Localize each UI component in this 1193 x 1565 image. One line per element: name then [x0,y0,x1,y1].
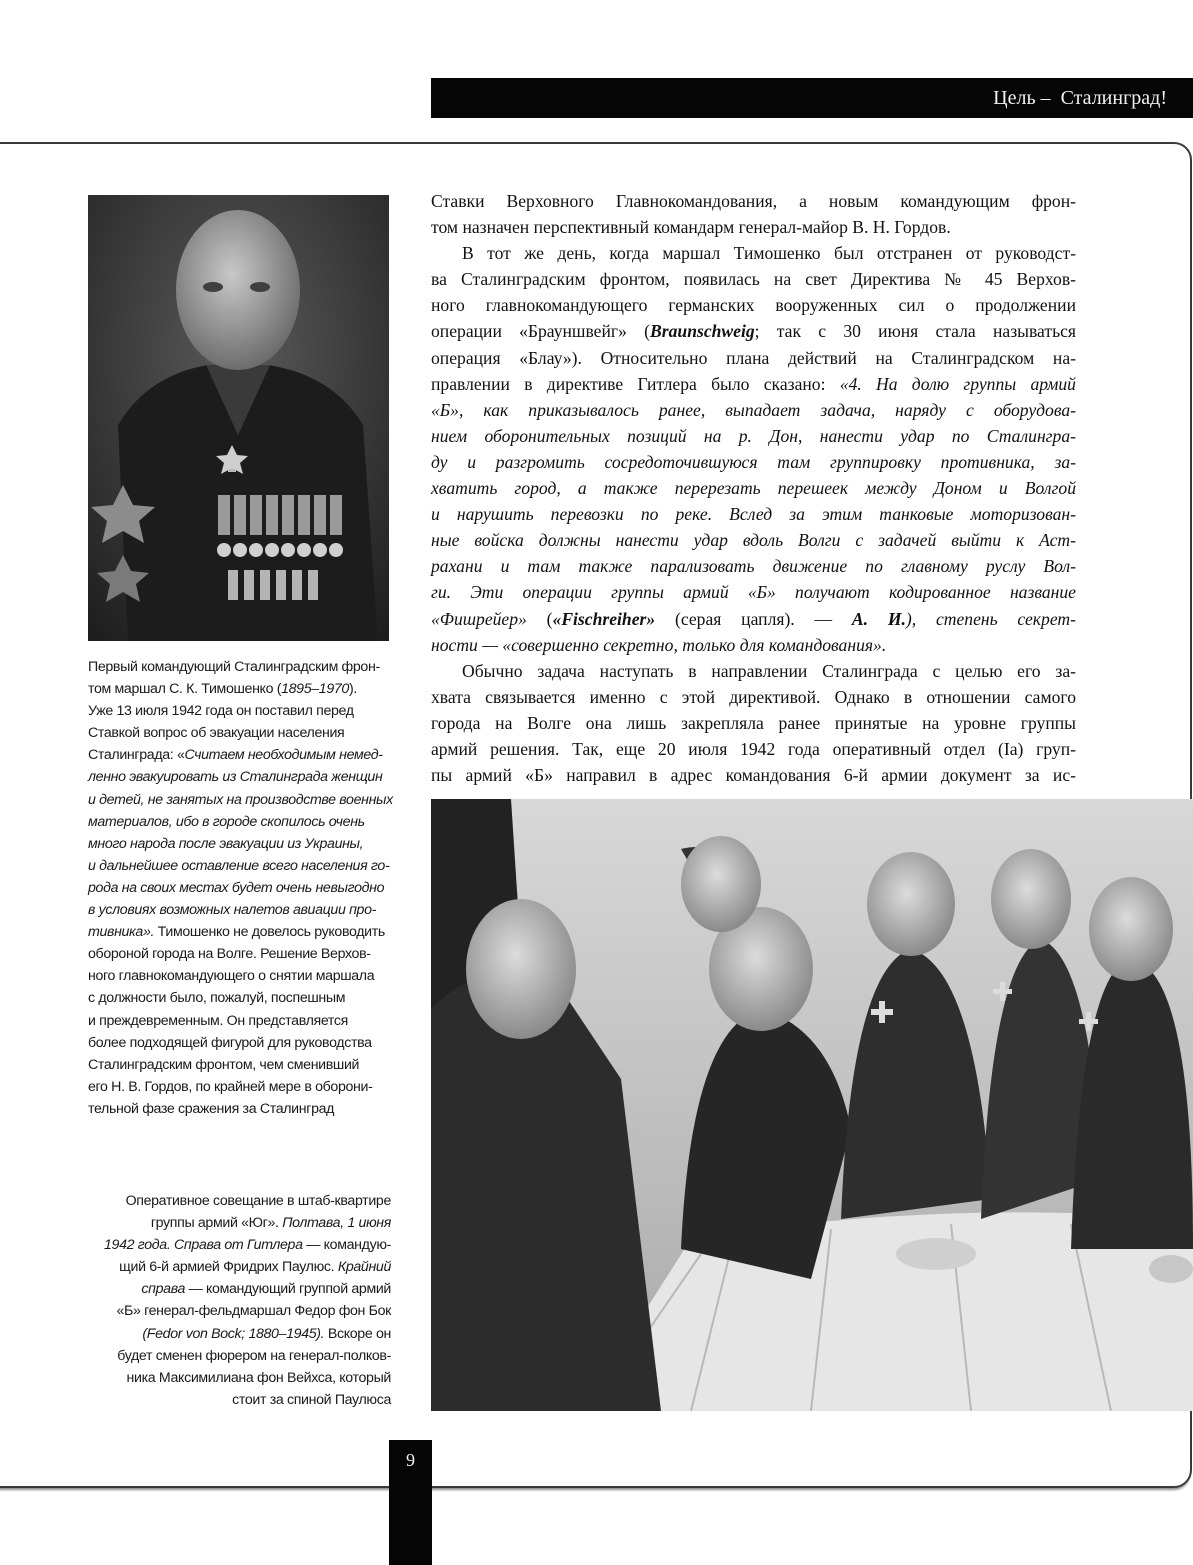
text-line: пы армий «Б» направил в адрес командования 6-й армии документ за ис- [431,765,1076,786]
text-line: ного главнокомандующего германских вооруженных сил о продолжении [431,295,1076,316]
text-line: ду и разгромить сосредоточившуюся там группировку противника, за- [431,451,1076,472]
portrait-photo [88,195,389,641]
text-line: ва Сталинградским фронтом, появилась на свет Директива № 45 Верхов- [431,269,1076,290]
text-line: В тот же день, когда маршал Тимошенко был отстранен от руководст- [462,243,1076,264]
text-line: «Фишрейер» («Fischreiher» (серая цапля). — А. И.), степень секрет- [431,608,1076,629]
text-line: нием оборонительных позиций на р. Дон, нанести удар по Сталингра- [431,425,1076,446]
text-line: хватить город, а также перерезать перешеек между Доном и Волгой [431,478,1076,499]
text-line: Обычно задача наступать в направлении Сталинграда с целью его за- [462,660,1076,681]
text-line: ные войска должны нанести удар вдоль Волги с задачей выйти к Аст- [431,530,1076,551]
meeting-photo [431,799,1193,1411]
text-line: операция «Блау»). Относительно плана действий на Сталинградском на- [431,347,1076,368]
text-line: правлении в директиве Гитлера было сказано: «4. На долю группы армий [431,373,1076,394]
text-line: рахани и там также парализовать движение по главному руслу Вол- [431,556,1076,577]
text-line: том назначен перспективный командарм генерал-майор В. Н. Гордов. [431,217,951,238]
text-line: «Б», как приказывалось ранее, выпадает задача, наряду с оборудова- [431,399,1076,420]
text-line: ности — «совершенно секретно, только для командования». [431,634,887,655]
portrait-caption: Первый командующий Сталинградским фрон- том маршал С. К. Тимошенко (1895–1970). Уже 13 июля 1942 года он поставил перед Ставкой вопрос об эвакуации населения Сталинграда: «Считаем необходимым немед- ленно эвакуировать из Сталинграда женщин и детей, не занятых на производстве военных материалов, ибо в городе скопилось очень много народа после эвакуации из Украины, и дальнейшее оставление всего населения го- рода на своих местах будет очень невыгодно в условиях возможных налетов авиации про- тивника». Тимошенко не довелось руководить обороной города на Волге. Решение Верхов- ного главнокомандующего о снятии маршала с должности было, пожалуй, поспешным и преждевременным. Он представляется более подходящей фигурой для руководства Сталинградским фронтом, чем сменивший его Н. В. Гордов, по крайней мере в оборони- тельной фазе сражения за Сталинград [88,659,393,1117]
page-number: 9 [389,1440,432,1565]
body-text [431,188,1076,788]
text-line: Ставки Верховного Главнокомандования, а новым командующим фрон- [431,191,1076,211]
meeting-caption: Оперативное совещание в штаб-квартире группы армий «Юг». Полтава, 1 июня 1942 года. Справа от Гитлера — командую- щий 6-й армией Фридрих Паулюс. Крайний справа — командующий группой армий «Б» генерал-фельдмаршал Федор фон Бок (Fedor von Bock; 1880–1945). Вскоре он будет сменен фюрером на генерал-полков- ника Максимилиана фон Вейхса, который стоит за спиной Паулюса [104,1193,391,1408]
text-line: хвата связывается именно с этой директивой. Однако в отношении самого [431,686,1076,707]
text-line: и нарушить перевозки по реке. Вслед за этим танковые моторизован- [431,504,1076,525]
text-line: ги. Эти операции группы армий «Б» получают кодированное название [431,582,1076,603]
running-header: Цель – Сталинград! [431,78,1193,118]
text-line: операции «Брауншвейг» (Braunschweig; так с 30 июня стала называться [431,321,1077,342]
text-line: города на Волге она лишь закрепляла ранее принятые на уровне группы [431,712,1076,733]
text-line: армий решения. Так, еще 20 июля 1942 года оперативный отдел (Ia) груп- [431,738,1076,759]
